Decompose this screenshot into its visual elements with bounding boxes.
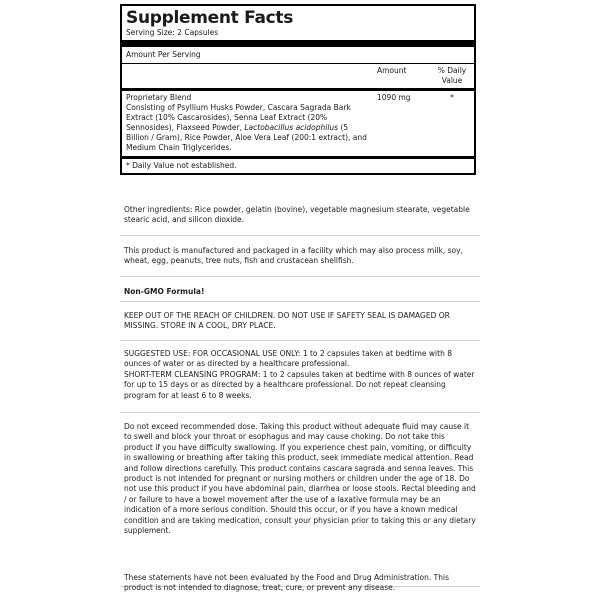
separator-3 <box>120 301 480 302</box>
blend-text <box>126 93 377 153</box>
cleansing-program: SHORT-TERM CLEANSING PROGRAM: 1 to 2 capsules taken at bedtime with 8 ounces of water for up to 15 days or as directed by a healthcare professional. Do not repeat cleansing program for at least 6 to 8 weeks. <box>124 369 475 400</box>
blend-row <box>126 91 471 156</box>
column-spacer <box>126 66 377 86</box>
column-daily-value: % Daily Value <box>437 66 467 85</box>
other-ingredients-section <box>120 205 480 226</box>
other-ingredients: Other ingredients: Rice powder, gelatin (bovine), vegetable magnesium stearate, vegetable stearic acid, and silicon dioxide. <box>124 205 470 225</box>
warning-section <box>120 422 480 536</box>
facts-footnote: * Daily Value not established. <box>126 161 237 170</box>
separator-5 <box>120 412 480 413</box>
serving-size: Serving Size: 2 Capsules <box>126 28 219 37</box>
directions-section <box>120 349 480 401</box>
facts-title: Supplement Facts <box>126 8 294 28</box>
column-header-row <box>126 64 471 88</box>
fda-section <box>120 573 480 594</box>
facility-section <box>120 246 480 267</box>
thick-rule <box>122 40 474 47</box>
separator-1 <box>120 235 480 236</box>
keep-out-section <box>120 311 480 332</box>
separator-2 <box>120 276 480 277</box>
fda-disclaimer: These statements have not been evaluated by the Food and Drug Administration. This product is not intended to diagnose, treat, cure, or prevent any disease. <box>124 573 449 593</box>
column-amount: Amount <box>377 66 407 75</box>
blend-italic: Lactobacillus acidophilus <box>244 123 339 132</box>
blend-desc-2: (5 Billion / Gram), Rice Powder, Aloe Vera Leaf (200:1 extract), and Medium Chain Triglycerides. <box>126 123 367 152</box>
keep-out-warning: KEEP OUT OF THE REACH OF CHILDREN. DO NOT USE IF SAFETY SEAL IS DAMAGED OR MISSING. STORE IN A COOL, DRY PLACE. <box>124 311 450 331</box>
blend-amount: 1090 mg <box>377 93 411 102</box>
supplement-facts-panel <box>120 4 476 175</box>
non-gmo-section <box>120 287 480 297</box>
suggested-use: SUGGESTED USE: FOR OCCASIONAL USE ONLY: 1 to 2 capsules taken at bedtime with 8 ounces of water or as directed by a healthcare professional. <box>124 349 452 369</box>
blend-daily-value: * <box>450 93 454 102</box>
non-gmo-label: Non-GMO Formula! <box>124 287 205 296</box>
warning-text: Do not exceed recommended dose. Taking this product without adequate fluid may cause it to swell and block your throat or esophagus and may cause choking. Do not take this product if you have difficulty swallowing. If you experience chest pain, vomiting, or difficulty in swallowing or breathing after taking this product, seek immediate medical attention. Read and follow directions carefully. This product contains cascara sagrada and senna leaves. This product is not intended for pregnant or nursing mothers or children under the age of 18. Do not use this product if you have abdominal pain, diarrhea or loose stools. Rectal bleeding and / or failure to have a bowel movement after the use of a laxative formula may be an indication of a more serious condition. Should this occur, or if you have a known medical condition and are taking medication, consult your physician prior to taking this or any dietary supplement. <box>124 422 476 536</box>
amount-per-serving: Amount Per Serving <box>126 50 201 59</box>
facility-statement: This product is manufactured and packaged in a facility which may also process milk, soy, wheat, egg, peanuts, tree nuts, fish and crustacean shellfish. <box>124 246 463 266</box>
separator-4 <box>120 340 480 341</box>
blend-name: Proprietary Blend <box>126 93 192 102</box>
blend-desc-1: Consisting of Psyllium Husks Powder, Cascara Sagrada Bark Extract (10% Cascarosides), Senna Leaf Extract (20% Sennosides), Flaxseed Powder, <box>126 103 351 132</box>
